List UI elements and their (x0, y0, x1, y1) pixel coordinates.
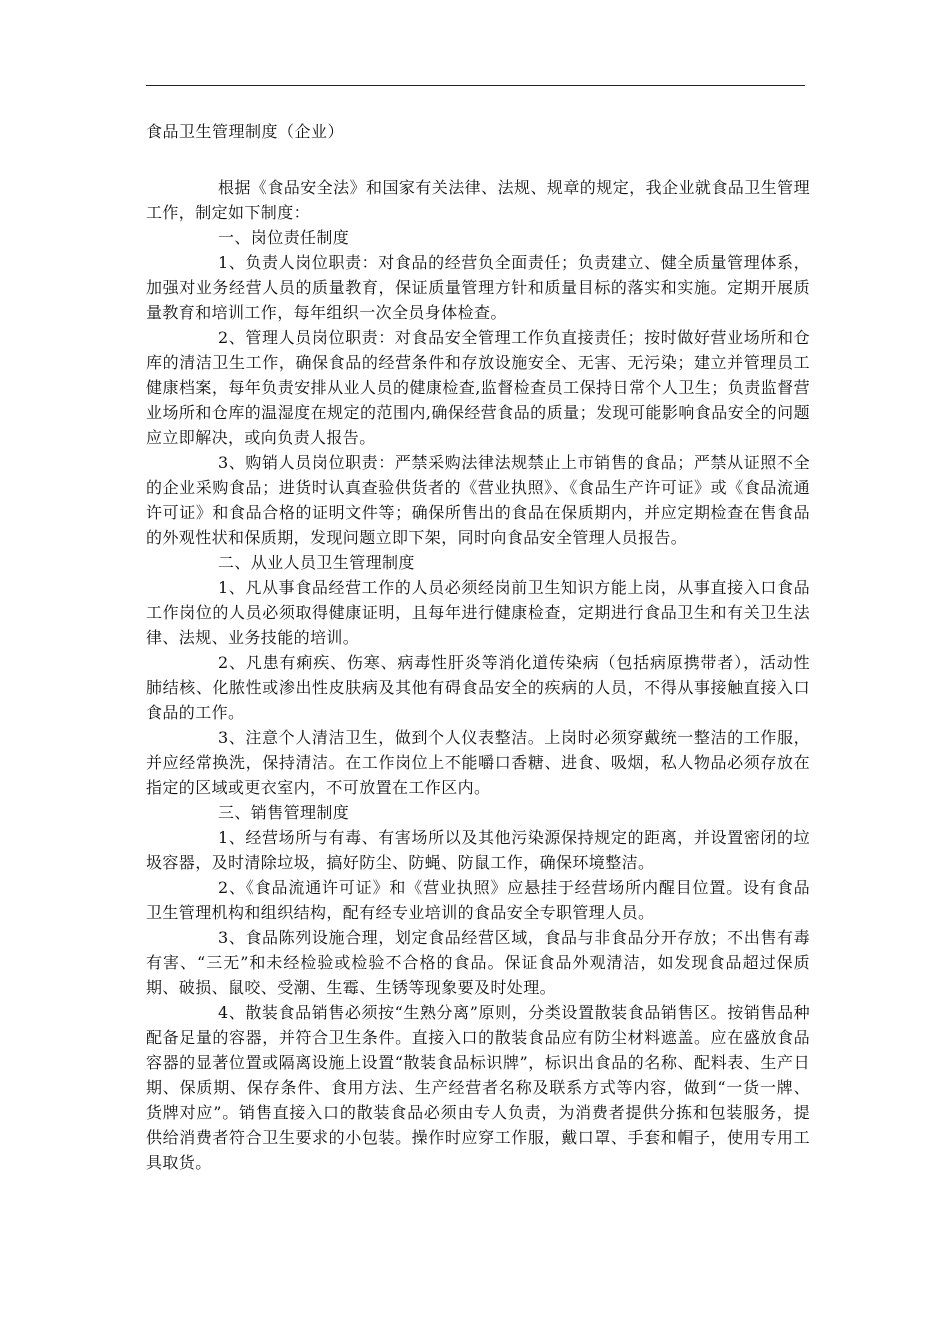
section-heading-3: 三、销售管理制度 (218, 803, 350, 822)
document-title: 食品卫生管理制度（企业） (146, 122, 345, 141)
paragraph-2-3: 3、注意个人清洁卫生，做到个人仪表整洁。上岗时必须穿戴统一整洁的工作服，并应经常换洗，保持清洁。在工作岗位上不能嚼口香糖、进食、吸烟，私人物品必须存放在指定的区域或更衣室内，不可放置在工作区内。 (146, 728, 810, 797)
paragraph-1-2: 2、管理人员岗位职责：对食品安全管理工作负直接责任；按时做好营业场所和仓库的清洁卫生工作，确保食品的经营条件和存放设施安全、无害、无污染；建立并管理员工健康档案，每年负责安排从业人员的健康检查,监督检查员工保持日常个人卫生；负责监督营业场所和仓库的温湿度在规定的范围内,确保经营食品的质量；发现可能影响食品安全的问题应立即解决，或向负责人报告。 (146, 328, 810, 447)
paragraph-3-1: 1、经营场所与有毒、有害场所以及其他污染源保持规定的距离，并设置密闭的垃圾容器，及时清除垃圾，搞好防尘、防蝇、防鼠工作，确保环境整洁。 (146, 828, 810, 872)
paragraph-3-2: 2、《食品流通许可证》和《营业执照》应悬挂于经营场所内醒目位置。设有食品卫生管理机构和组织结构，配有经专业培训的食品安全专职管理人员。 (146, 878, 810, 922)
section-heading-2: 二、从业人员卫生管理制度 (218, 553, 415, 572)
paragraph-2-1: 1、凡从事食品经营工作的人员必须经岗前卫生知识方能上岗，从事直接入口食品工作岗位的人员必须取得健康证明，且每年进行健康检查，定期进行食品卫生和有关卫生法律、法规、业务技能的培训。 (146, 578, 810, 647)
paragraph-1-3: 3、购销人员岗位职责：严禁采购法律法规禁止上市销售的食品；严禁从证照不全的企业采购食品；进货时认真查验供货者的《营业执照》、《食品生产许可证》或《食品流通许可证》和食品合格的证明文件等；确保所售出的食品在保质期内，并应定期检查在售食品的外观性状和保质期，发现问题立即下架，同时向食品安全管理人员报告。 (146, 453, 810, 547)
paragraph-1-1: 1、负责人岗位职责：对食品的经营负全面责任；负责建立、健全质量管理体系，加强对业务经营人员的质量教育，保证质量管理方针和质量目标的落实和实施。定期开展质量教育和培训工作，每年组织一次全员身体检查。 (146, 253, 810, 322)
document-body (146, 175, 810, 1175)
header-rule (146, 85, 805, 86)
paragraph-intro: 根据《食品安全法》和国家有关法律、法规、规章的规定，我企业就食品卫生管理工作，制定如下制度： (146, 178, 810, 222)
section-heading-1: 一、岗位责任制度 (218, 228, 350, 247)
paragraph-2-2: 2、凡患有痢疾、伤寒、病毒性肝炎等消化道传染病（包括病原携带者），活动性肺结核、化脓性或渗出性皮肤病及其他有碍食品安全的疾病的人员，不得从事接触直接入口食品的工作。 (146, 653, 810, 722)
paragraph-3-3: 3、食品陈列设施合理，划定食品经营区域，食品与非食品分开存放；不出售有毒有害、“三无”和未经检验或检验不合格的食品。保证食品外观清洁，如发现食品超过保质期、破损、鼠咬、受潮、生霉、生锈等现象要及时处理。 (146, 928, 810, 997)
paragraph-3-4: 4、散装食品销售必须按“生熟分离”原则，分类设置散装食品销售区。按销售品种配备足量的容器，并符合卫生条件。直接入口的散装食品应有防尘材料遮盖。应在盛放食品容器的显著位置或隔离设施上设置“散装食品标识牌”，标识出食品的名称、配料表、生产日期、保质期、保存条件、食用方法、生产经营者名称及联系方式等内容，做到“一货一牌、货牌对应”。销售直接入口的散装食品必须由专人负责，为消费者提供分拣和包装服务，提供给消费者符合卫生要求的小包装。操作时应穿工作服，戴口罩、手套和帽子，使用专用工具取货。 (146, 1003, 810, 1172)
